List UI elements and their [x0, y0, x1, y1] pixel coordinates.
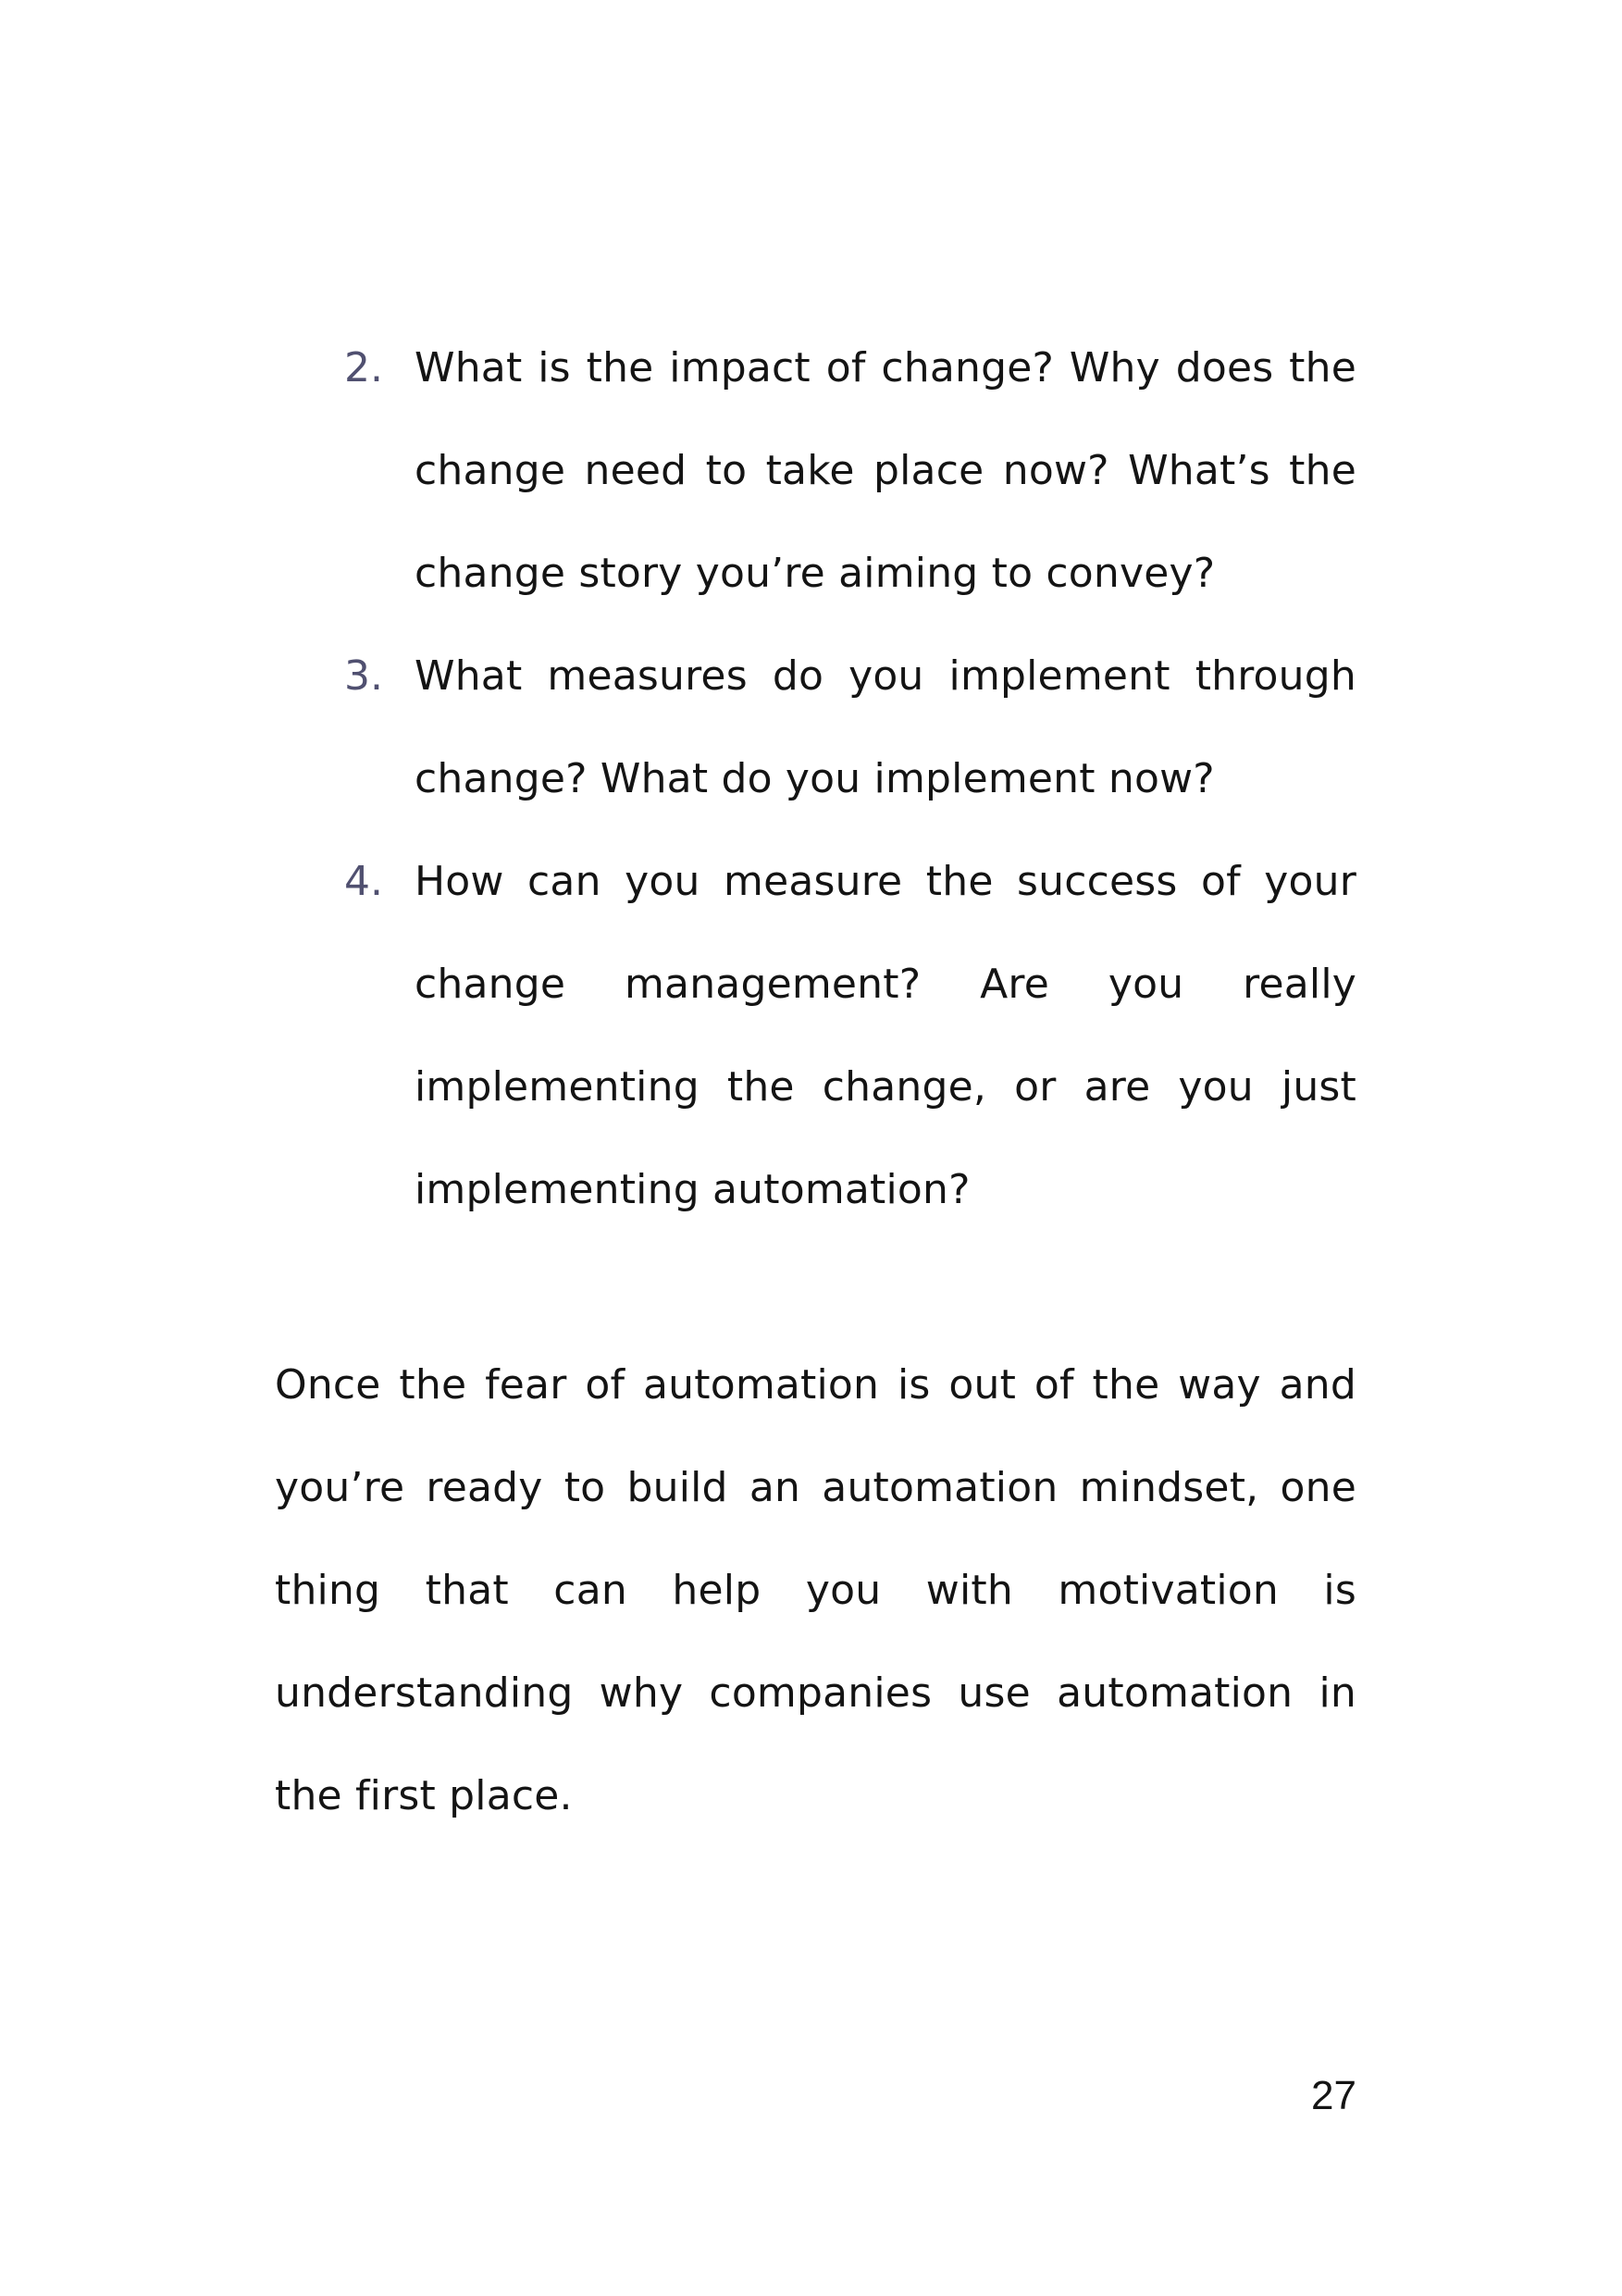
list-item: [344, 625, 1356, 830]
body-paragraph: Once the fear of automation is out of the way and you’re ready to build an automation mindset, one thing that can help you with motivation is understanding why companies use automation in the first place.: [275, 1361, 1356, 1819]
list-item-text: How can you measure the success of your change management? Are you really implementing the change, or are you just implementing automation?: [415, 858, 1356, 1213]
list-number: 3.: [344, 652, 383, 700]
list-item-text: What is the impact of change? Why does the change need to take place now? What’s the change story you’re aiming to convey?: [415, 344, 1356, 597]
list-number: 2.: [344, 344, 383, 391]
list-number: 4.: [344, 858, 383, 905]
page-number: 27: [1311, 2073, 1356, 2118]
numbered-list: [344, 316, 1356, 1241]
list-item: [344, 830, 1356, 1241]
list-item-text: What measures do you implement through change? What do you implement now?: [415, 652, 1356, 802]
list-item: [344, 316, 1356, 625]
